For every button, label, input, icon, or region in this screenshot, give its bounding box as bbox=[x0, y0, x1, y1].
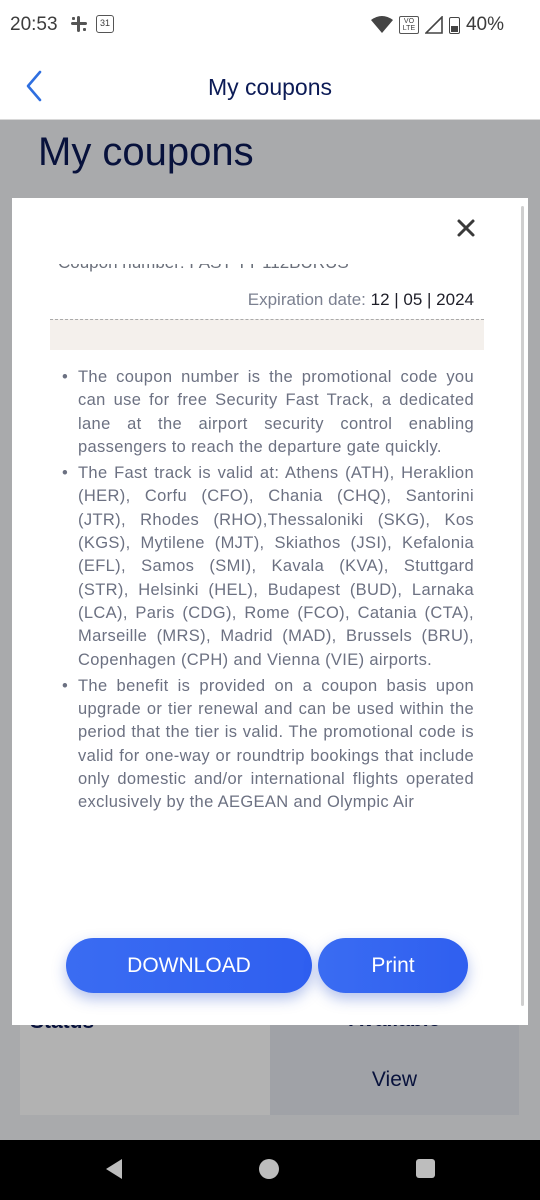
modal-scrollbar[interactable] bbox=[521, 206, 524, 1006]
battery-level: 40% bbox=[465, 14, 504, 35]
terms-item: • The coupon number is the promotional code you can use for free Security Fast Track, a dedicated lane at the airport security control enabling passengers to reach the departure gate quickly. bbox=[62, 366, 474, 459]
modal-content[interactable] bbox=[12, 248, 528, 928]
expiration-value: 12 | 05 | 2024 bbox=[370, 290, 474, 309]
print-button[interactable]: Print bbox=[318, 938, 468, 993]
status-time: 20:53 bbox=[10, 14, 58, 35]
wifi-icon bbox=[371, 16, 393, 34]
nav-back-icon[interactable] bbox=[104, 1158, 124, 1180]
battery-icon bbox=[449, 17, 460, 34]
volte-icon: VO LTE bbox=[399, 16, 419, 34]
download-button[interactable]: DOWNLOAD bbox=[66, 938, 312, 993]
close-icon[interactable] bbox=[454, 216, 478, 240]
app-bar-title: My coupons bbox=[207, 74, 332, 100]
app-bar bbox=[0, 52, 540, 120]
coupon-modal bbox=[12, 198, 528, 1025]
terms-list bbox=[62, 366, 474, 818]
nav-home-icon[interactable] bbox=[259, 1159, 279, 1179]
status-bar bbox=[0, 0, 540, 52]
terms-item: • The benefit is provided on a coupon basis upon upgrade or tier renewal and can be used within the period that the tier is valid. The promotional code is valid for one-way or roundtrip bookings that include only domestic and/or international flights operated exclusively by the AEGEAN and Olympic Air bbox=[62, 675, 474, 815]
nav-recents-icon[interactable] bbox=[416, 1159, 435, 1178]
signal-icon bbox=[425, 16, 443, 34]
terms-item: • The Fast track is valid at: Athens (ATH), Heraklion (HER), Corfu (CFO), Chania (CHQ), Santorini (JTR), Rhodes (RHO),Thessaloniki (SKG), Kos (KGS), Mytilene (MJT), Skiathos (JSI), Kefalonia (EFL), Samos (SMI), Kavala (KVA), Stuttgard (STR), Helsinki (HEL), Budapest (BUD), Larnaka (LCA), Paris (CDG), Rome (FCO), Catania (CTA), Marseille (MRS), Madrid (MAD), Brussels (BRU), Copenhagen (CPH) and Vienna (VIE) airports. bbox=[62, 462, 474, 672]
system-nav-bar bbox=[0, 1140, 540, 1200]
expiration-date bbox=[248, 290, 474, 310]
page-title: My coupons bbox=[38, 130, 254, 174]
view-link[interactable]: View bbox=[371, 1068, 418, 1091]
coupon-divider bbox=[50, 319, 484, 350]
calendar-icon: 31 bbox=[96, 15, 114, 33]
expiration-label: Expiration date: bbox=[247, 290, 371, 309]
slack-icon bbox=[70, 15, 88, 33]
